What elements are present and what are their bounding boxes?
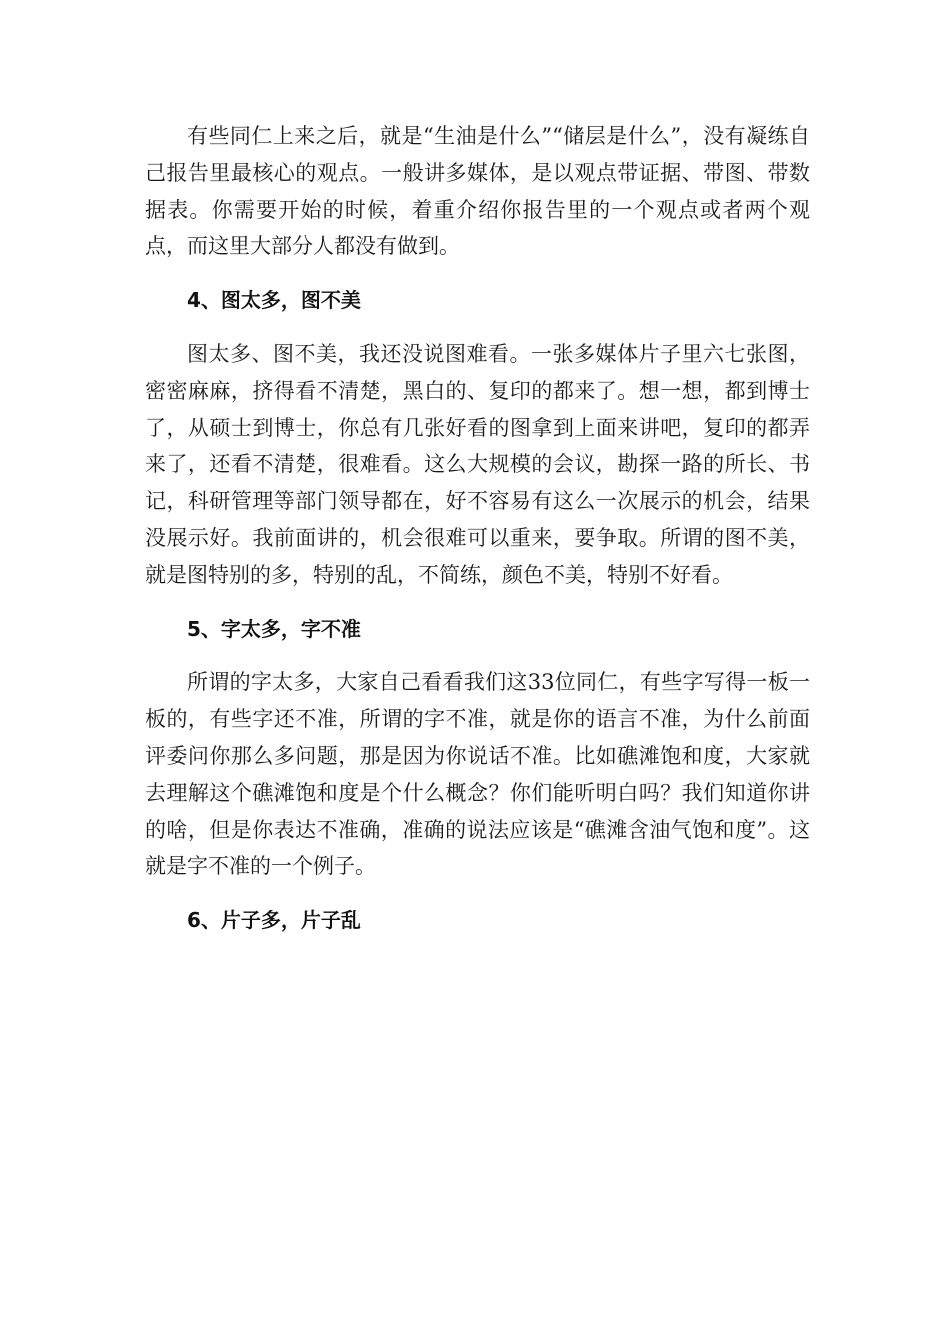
paragraph: 所谓的字太多，大家自己看看我们这33位同仁，有些字写得一板一板的，有些字还不准，所谓的字不准，就是你的语言不准，为什么前面评委问你那么多问题，那是因为你说话不准。比如礁滩饱和度，大家就去理解这个礁滩饱和度是个什么概念？你们能听明白吗？我们知道你讲的啥，但是你表达不准确，准确的说法应该是“礁滩含油气饱和度”。这就是字不准的一个例子。 (145, 670, 810, 879)
section-heading-4: 4、图太多，图不美 (187, 288, 361, 313)
section-heading-5: 5、字太多，字不准 (187, 616, 361, 641)
paragraph: 有些同仁上来之后，就是“生油是什么”“储层是什么”，没有凝练自己报告里最核心的观点。一般讲多媒体，是以观点带证据、带图、带数据表。你需要开始的时候，着重介绍你报告里的一个观点或者两个观点，而这里大部分人都没有做到。 (145, 124, 810, 259)
paragraph: 图太多、图不美，我还没说图难看。一张多媒体片子里六七张图，密密麻麻，挤得看不清楚，黑白的、复印的都来了。想一想，都到博士了，从硕士到博士，你总有几张好看的图拿到上面来讲吧，复印的都弄来了，还看不清楚，很难看。这么大规模的会议，勘探一路的所长、书记，科研管理等部门领导都在，好不容易有这么一次展示的机会，结果没展示好。我前面讲的，机会很难可以重来，要争取。所谓的图不美，就是图特别的多，特别的乱，不简练，颜色不美，特别不好看。 (145, 341, 810, 587)
section-heading-6: 6、片子多，片子乱 (187, 908, 361, 933)
document-body (145, 118, 810, 956)
